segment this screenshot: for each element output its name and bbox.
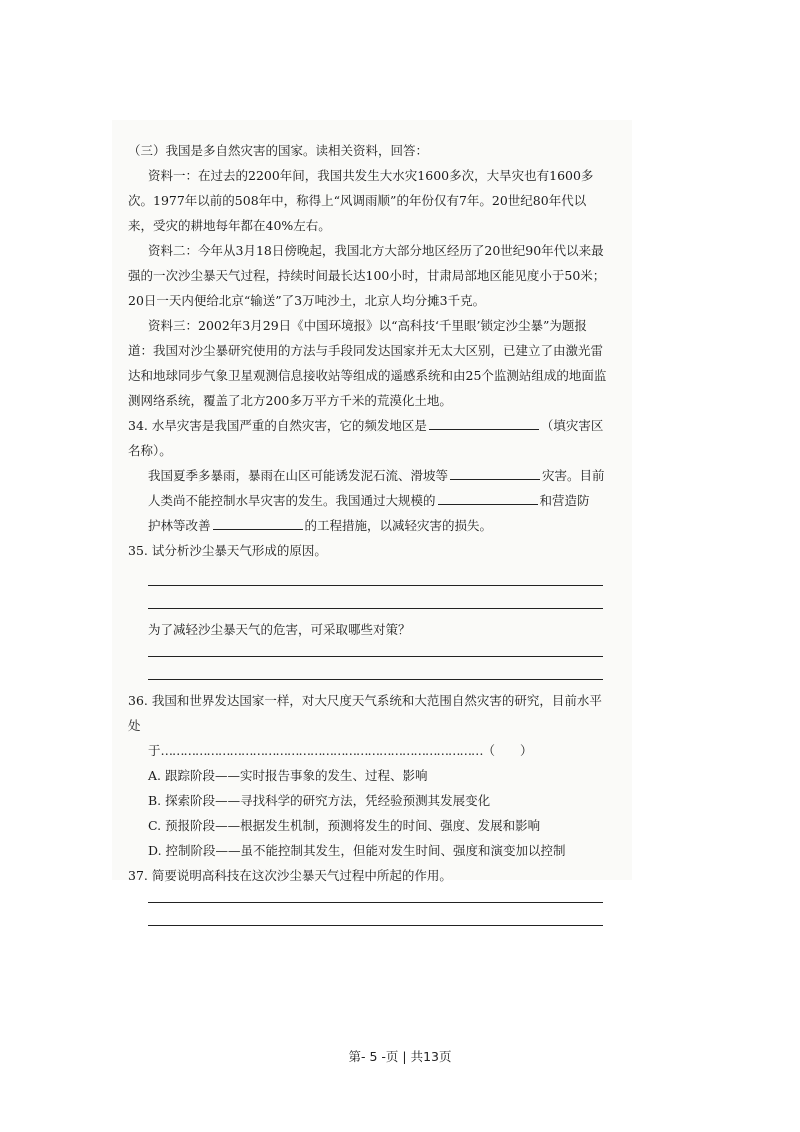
answer-blank[interactable] [213,515,303,530]
exam-content [128,138,610,926]
question-35: 35. 试分析沙尘暴天气形成的原因。 [128,543,327,558]
answer-line[interactable] [148,925,603,926]
section-intro: （三）我国是多自然灾害的国家。读相关资料，回答： [128,143,429,158]
question-34-line3: 人类尚不能控制水旱灾害的发生。我国通过大规模的 和营造防 [128,488,610,513]
answer-blank[interactable] [450,465,540,480]
material-two: 资料二：今年从3月18日傍晚起，我国北方大部分地区经历了20世纪90年代以来最强的一次沙尘暴天气过程，持续时间最长达100小时，甘肃局部地区能见度小于50米；20日一天内便给北京“输送”了3万吨沙土，北京人均分摊3千克。 [128,243,606,308]
material-one: 资料一：在过去的2200年间，我国共发生大水灾1600多次，大旱灾也有1600多次。1977年以前的508年中，称得上“风调雨顺”的年份仅有7年。20世纪80年代以来，受灾的耕地每年都在40%左右。 [128,168,594,233]
question-34-line4: 护林等改善 的工程措施，以减轻灾害的损失。 [128,513,610,538]
option-c: C. 预报阶段——根据发生机制，预测将发生的时间、强度、发展和影响 [148,818,541,833]
material-three: 资料三：2002年3月29日《中国环境报》以“高科技‘千里眼’锁定沙尘暴”为题报道：我国对沙尘暴研究使用的方法与手段同发达国家并无太大区别，已建立了由激光雷达和地球同步气象卫星观测信息接收站等组成的遥感系统和由25个监测站组成的地面监测网络系统，覆盖了北方200多万平方千米的荒漠化土地。 [128,318,607,408]
option-a: A. 跟踪阶段——实时报告事象的发生、过程、影响 [148,768,428,783]
question-36-cont: 于…………………………………………………………………………（ ） [148,743,533,758]
question-36: 36. 我国和世界发达国家一样，对大尺度天气系统和大范围自然灾害的研究，目前水平处 [128,693,602,733]
question-34: 34. 水旱灾害是我国严重的自然灾害，它的频发地区是 （填灾害区名称）。 [128,413,610,463]
question-37: 37. 简要说明高科技在这次沙尘暴天气过程中所起的作用。 [128,868,452,883]
question-35-sub: 为了减轻沙尘暴天气的危害，可采取哪些对策？ [148,622,411,637]
answer-paren[interactable]: （ ） [482,743,533,758]
question-34-line2: 我国夏季多暴雨，暴雨在山区可能诱发泥石流、滑坡等 灾害。目前 [128,463,610,488]
option-b: B. 探索阶段——寻找科学的研究方法，凭经验预测其发展变化 [148,793,491,808]
answer-line[interactable] [148,902,603,903]
answer-line[interactable] [148,656,603,657]
answer-line[interactable] [148,585,603,586]
option-d: D. 控制阶段——虽不能控制其发生，但能对发生时间、强度和演变加以控制 [148,843,566,858]
page-footer: 第- 5 -页 | 共13页 [348,1049,452,1064]
answer-blank[interactable] [438,490,538,505]
answer-blank[interactable] [429,415,539,430]
